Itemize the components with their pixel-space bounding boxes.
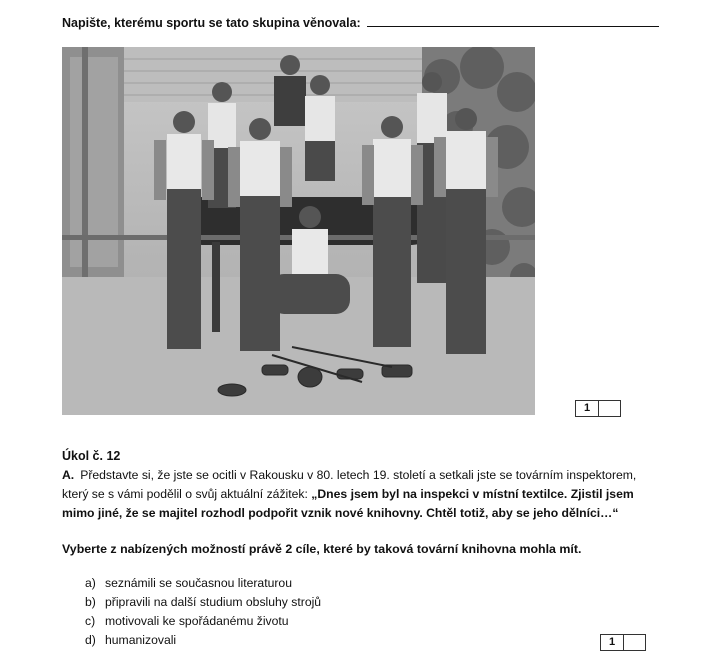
score-points: 1: [608, 636, 616, 648]
option-text: připravili na další studium obsluhy strojů: [105, 595, 322, 609]
option-letter: b): [85, 595, 96, 609]
option-c[interactable]: [85, 612, 321, 631]
score-blank[interactable]: [623, 635, 645, 650]
historical-gymnasts-photo: [62, 47, 535, 415]
option-text: seznámili se současnou literaturou: [105, 576, 292, 590]
task-part-label: A.: [62, 468, 75, 482]
options-list: [85, 574, 321, 650]
option-letter: c): [85, 614, 96, 628]
question-line: [62, 14, 659, 30]
option-text: humanizovali: [105, 633, 177, 647]
task-title: Úkol č. 12: [62, 449, 121, 463]
option-letter: a): [85, 576, 96, 590]
score-points: 1: [583, 402, 591, 414]
option-b[interactable]: [85, 593, 321, 612]
task-intro: Představte si, že jste se ocitli v Rakousku v 80. letech 19. století a setkali jste se továrním inspektorem, který se s vámi podělil o svůj aktuální zážitek:: [62, 468, 637, 501]
score-box: [600, 634, 646, 651]
option-a[interactable]: [85, 574, 321, 593]
score-box: [575, 400, 621, 417]
option-letter: d): [85, 633, 96, 647]
answer-blank[interactable]: [367, 14, 659, 27]
score-blank[interactable]: [598, 401, 620, 416]
option-d[interactable]: [85, 631, 321, 650]
task-paragraph: [62, 466, 652, 523]
question-text: Napište, kterému sportu se tato skupina věnovala:: [62, 16, 361, 30]
task-quote: „Dnes jsem byl na inspekci v místní textilce. Zjistil jsem mimo jiné, že se majitel rozhodl podpořit vznik nové knihovny. Chtěl totiž, aby se jeho dělníci…“: [62, 487, 634, 520]
task-instruction: Vyberte z nabízených možností právě 2 cíle, které by taková tovární knihovna mohla mít.: [62, 542, 582, 556]
option-text: motivovali ke spořádanému životu: [105, 614, 289, 628]
